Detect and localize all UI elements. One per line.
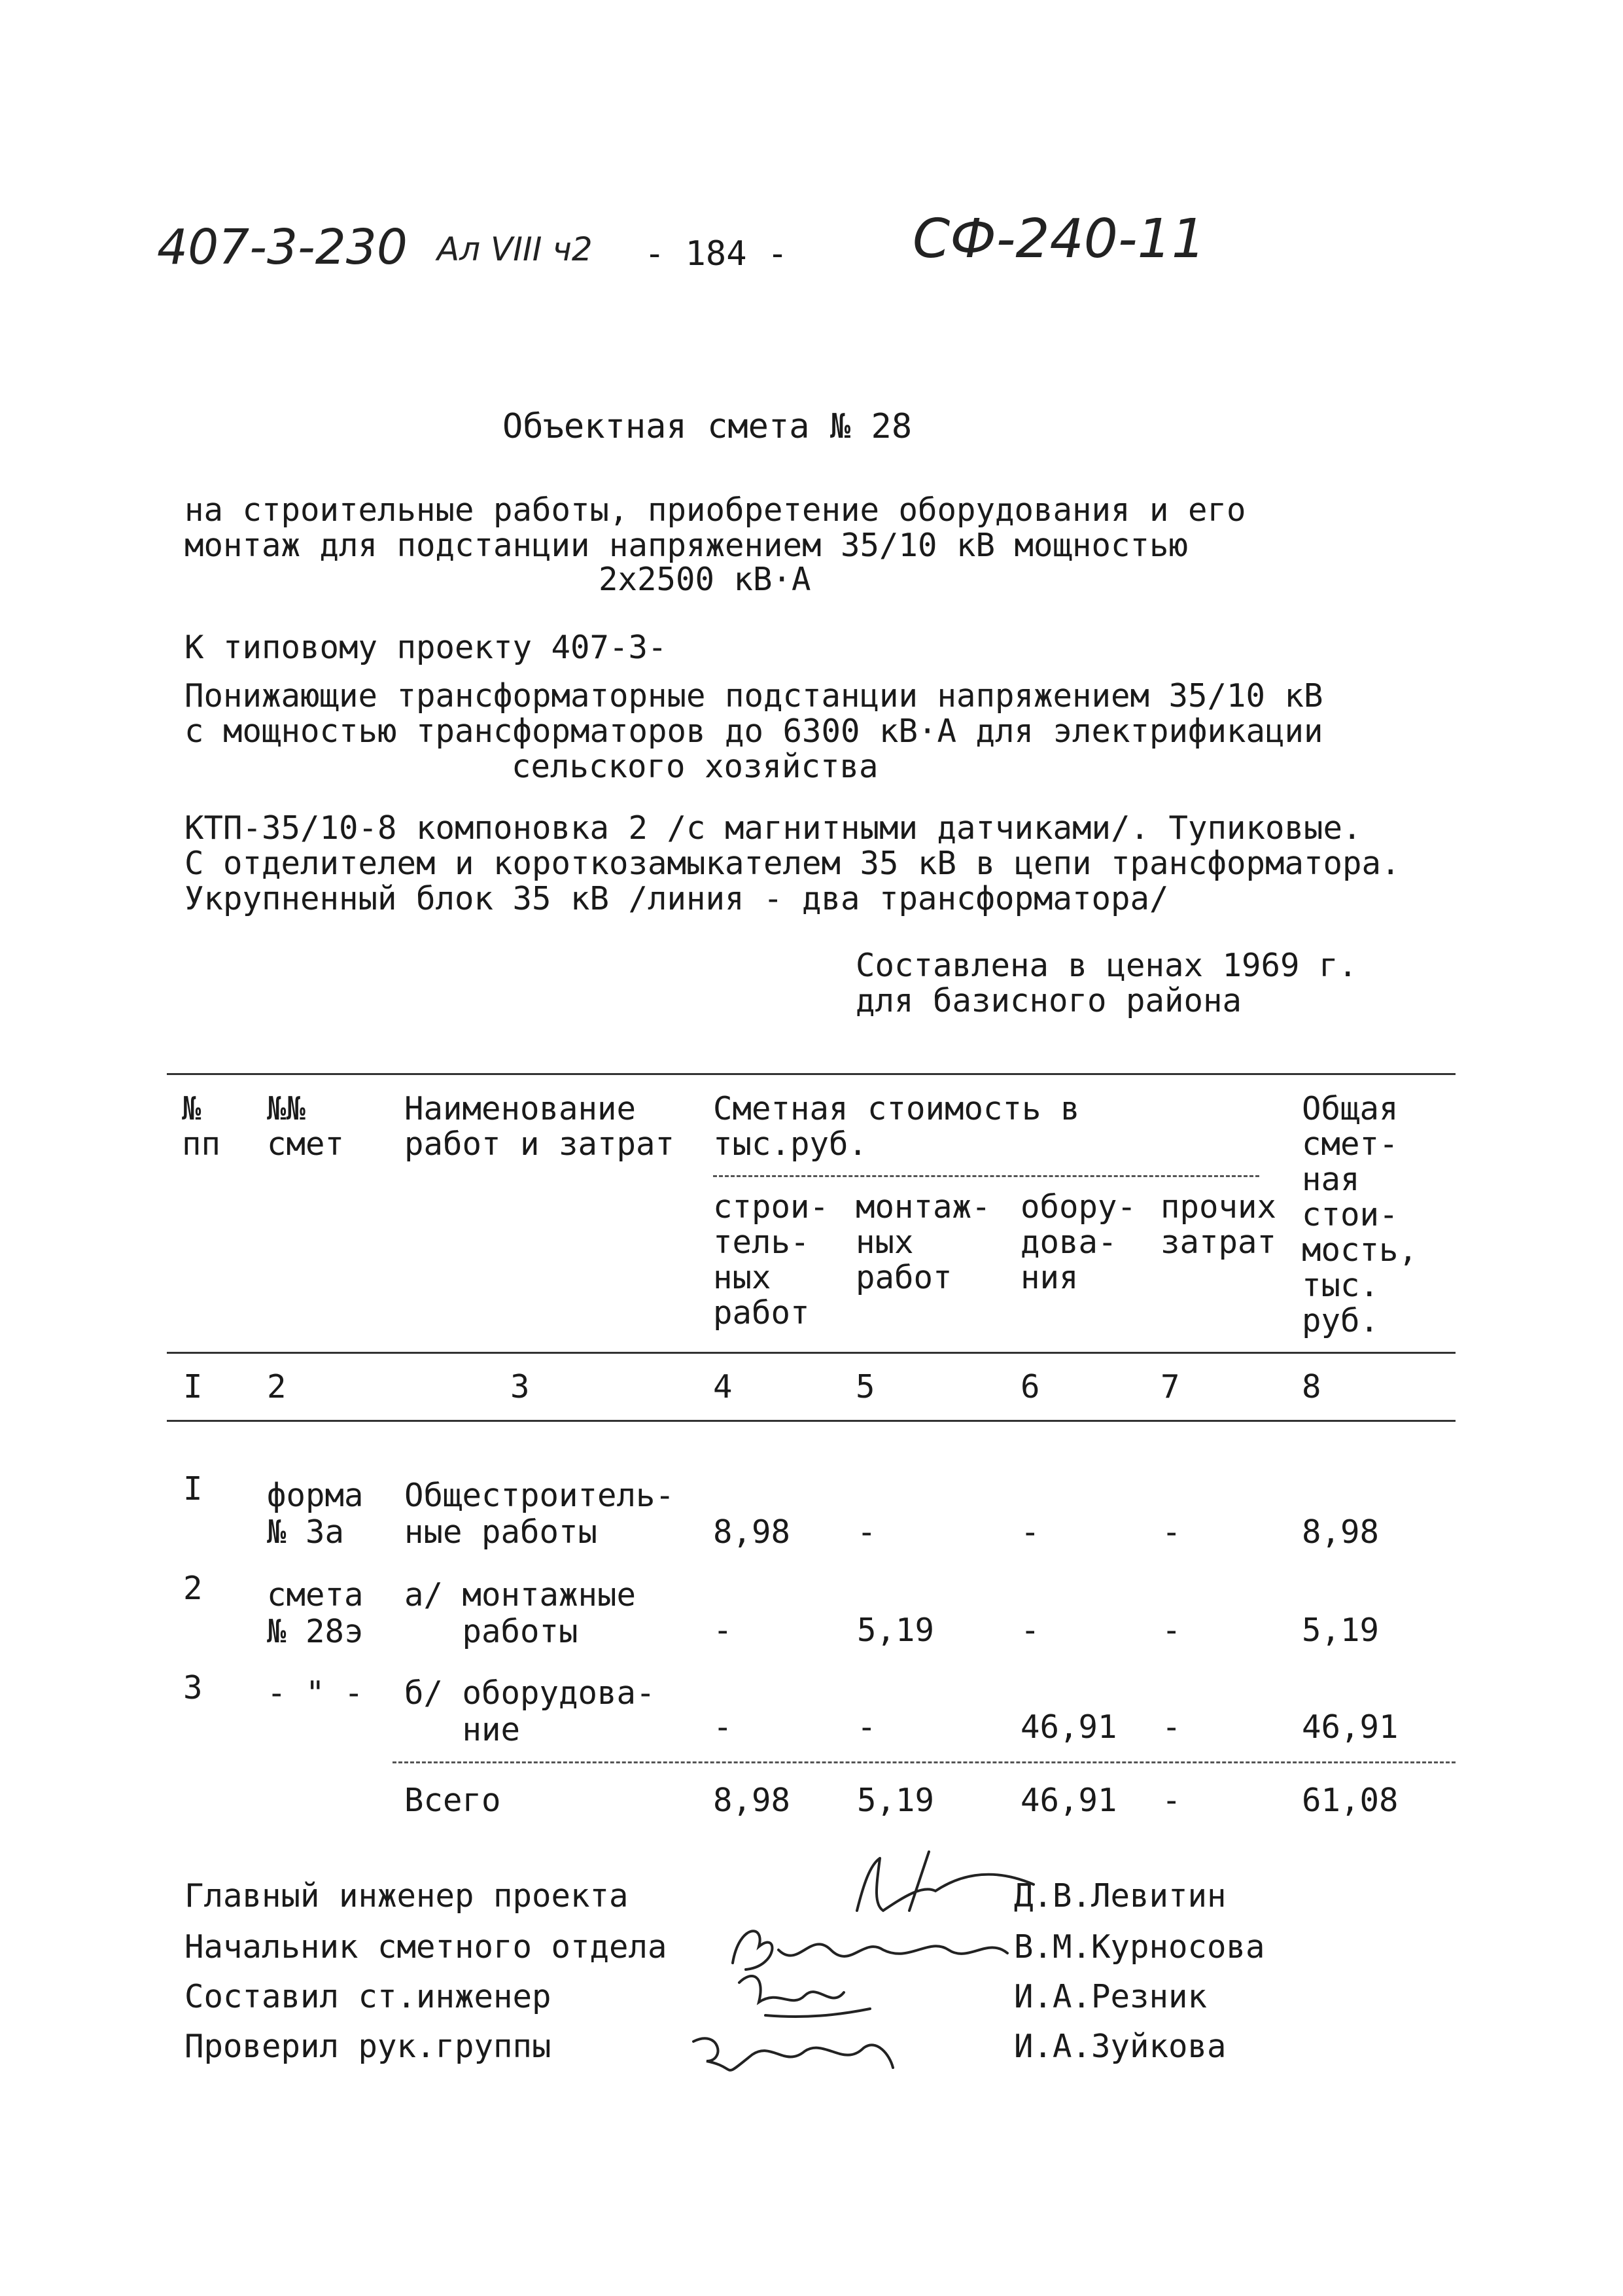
col-number-4: 4 xyxy=(713,1368,733,1405)
header-col-installation: монтаж- ных работ xyxy=(856,1188,991,1296)
signature-name-3: И.А.Резник xyxy=(1014,1978,1208,2015)
row-total: 8,98 xyxy=(1302,1513,1380,1551)
prices-line-1: Составлена в ценах 1969 г. xyxy=(856,947,1358,984)
row-equipment: - xyxy=(1021,1513,1040,1551)
prices-line-2: для базисного района xyxy=(856,982,1242,1019)
row-equipment: - xyxy=(1021,1612,1040,1649)
header-bottom-rule xyxy=(167,1352,1456,1354)
header-col-equipment: обору- дова- ния xyxy=(1021,1188,1137,1296)
signature-role-4: Проверил рук.группы xyxy=(184,2028,551,2065)
row-doc: смета № 28э xyxy=(267,1576,364,1650)
album-handwritten: Ал VIII ч2 xyxy=(437,230,593,268)
col-number-7: 7 xyxy=(1161,1368,1180,1405)
row-num: 3 xyxy=(183,1669,203,1706)
signature-zuykova-graphic xyxy=(680,2015,903,2087)
total-label: Всего xyxy=(404,1782,501,1819)
signature-role-3: Составил ст.инженер xyxy=(184,1978,551,2015)
row-construction: 8,98 xyxy=(713,1513,791,1551)
project-reference: К типовому проекту 407-3- xyxy=(184,629,667,666)
project-desc-line-1: Понижающие трансформаторные подстанции напряжением 35/10 кВ xyxy=(184,677,1323,715)
row-total: 5,19 xyxy=(1302,1612,1380,1649)
row-installation: - xyxy=(857,1513,877,1551)
col-number-2: 2 xyxy=(267,1368,287,1405)
stamp-code-handwritten: СФ-240-11 xyxy=(913,208,1206,270)
header-cost-group: Сметная стоимость в тыс.руб. xyxy=(713,1090,1080,1163)
variant-line-2: С отделителем и короткозамыкателем 35 кВ в цепи трансформатора. xyxy=(184,845,1401,882)
signature-name-1: Д.В.Левитин xyxy=(1014,1877,1227,1915)
row-other: - xyxy=(1162,1612,1181,1649)
signature-role-1: Главный инженер проекта xyxy=(184,1877,629,1915)
row-equipment: 46,91 xyxy=(1021,1708,1117,1746)
signature-name-2: В.М.Курносова xyxy=(1014,1928,1265,1966)
col-number-8: 8 xyxy=(1302,1368,1321,1405)
row-name: а/ монтажные работы xyxy=(404,1576,637,1650)
row-construction: - xyxy=(713,1612,733,1649)
subject-line-2: монтаж для подстанции напряжением 35/10 кВ мощностью xyxy=(184,527,1189,564)
header-col-name: Наименование работ и затрат xyxy=(404,1090,675,1163)
total-sum: 61,08 xyxy=(1302,1782,1399,1819)
row-name: Общестроитель- ные работы xyxy=(404,1477,675,1551)
signature-role-2: Начальник сметного отдела xyxy=(184,1928,667,1966)
row-total: 46,91 xyxy=(1302,1708,1399,1746)
row-other: - xyxy=(1162,1708,1181,1746)
header-col-num: № пп xyxy=(182,1090,221,1163)
row-other: - xyxy=(1162,1513,1181,1551)
document-title: Объектная смета № 28 xyxy=(502,407,913,446)
col-number-3: 3 xyxy=(510,1368,530,1405)
doc-code-handwritten: 407-3-230 xyxy=(157,219,408,275)
subheader-rule xyxy=(713,1175,1259,1177)
subject-line-3: 2x2500 кВ·А xyxy=(599,561,811,598)
header-col-other: прочих затрат xyxy=(1161,1188,1277,1261)
signature-name-4: И.А.Зуйкова xyxy=(1014,2028,1227,2065)
header-col-total: Общая смет- ная стои- мость, тыс. руб. xyxy=(1302,1090,1418,1339)
total-other: - xyxy=(1162,1782,1181,1819)
col-number-6: 6 xyxy=(1021,1368,1040,1405)
header-col-doc: №№ смет xyxy=(267,1090,345,1163)
page-number: - 184 - xyxy=(644,234,788,274)
total-equipment: 46,91 xyxy=(1021,1782,1117,1819)
total-rule xyxy=(393,1761,1456,1763)
project-desc-line-3: сельского хозяйства xyxy=(512,748,879,785)
variant-line-1: КТП-35/10-8 компоновка 2 /с магнитными датчиками/. Тупиковые. xyxy=(184,809,1362,847)
row-num: I xyxy=(183,1470,203,1508)
row-installation: 5,19 xyxy=(857,1612,935,1649)
col-number-5: 5 xyxy=(856,1368,875,1405)
col-number-1: I xyxy=(183,1368,203,1405)
subject-line-1: на строительные работы, приобретение оборудования и его xyxy=(184,491,1246,529)
total-installation: 5,19 xyxy=(857,1782,935,1819)
variant-line-3: Укрупненный блок 35 кВ /линия - два трансформатора/ xyxy=(184,880,1169,917)
row-name: б/ оборудова- ние xyxy=(404,1674,655,1748)
table-top-rule xyxy=(167,1073,1456,1075)
total-construction: 8,98 xyxy=(713,1782,791,1819)
row-installation: - xyxy=(857,1708,877,1746)
header-col-construction: строи- тель- ных работ xyxy=(713,1188,829,1332)
signature-reznik-graphic xyxy=(726,1963,883,2022)
row-doc: - " - xyxy=(267,1674,364,1712)
row-doc: форма № 3а xyxy=(267,1477,364,1551)
row-num: 2 xyxy=(183,1570,203,1607)
col-numbers-rule xyxy=(167,1420,1456,1422)
project-desc-line-2: с мощностью трансформаторов до 6300 кВ·А для электрификации xyxy=(184,713,1323,750)
row-construction: - xyxy=(713,1708,733,1746)
